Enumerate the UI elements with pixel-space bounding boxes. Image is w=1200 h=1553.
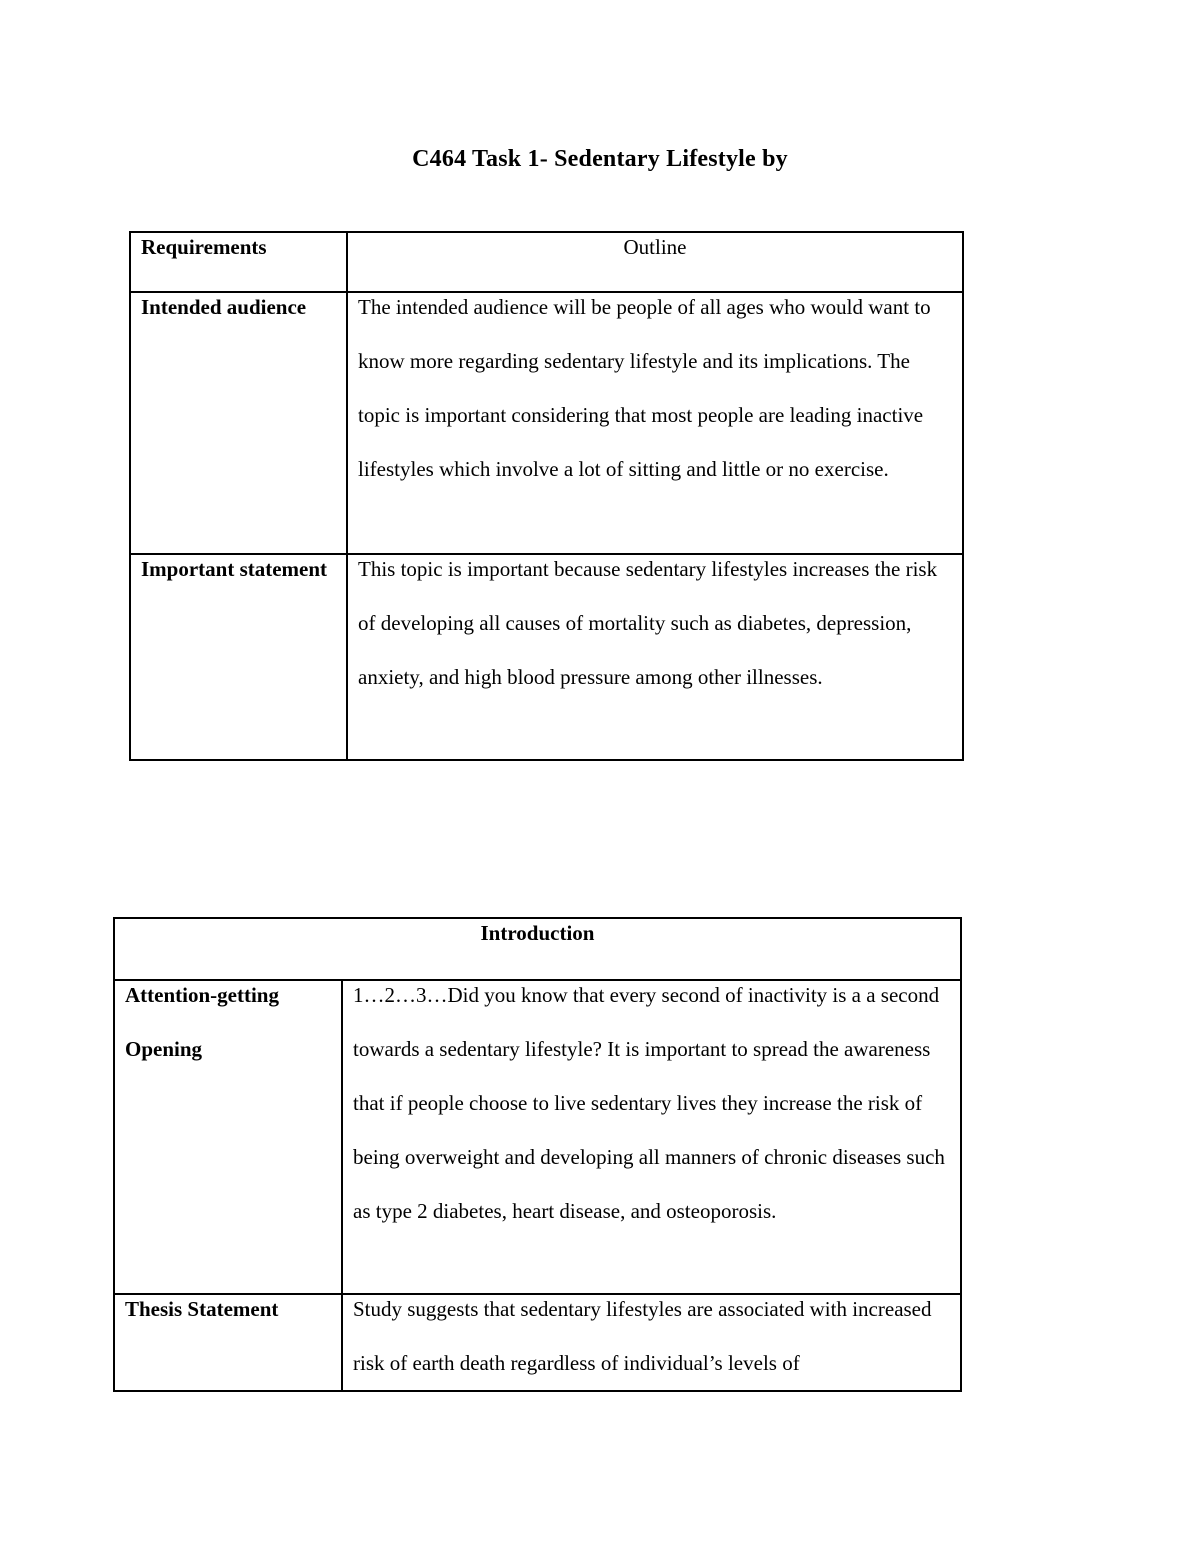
header-outline: Outline bbox=[347, 232, 963, 292]
introduction-table bbox=[113, 917, 962, 1392]
row-text-important-statement: This topic is important because sedentary lifestyles increases the risk of developing all causes of mortality such as diabetes, depression, anxiety, and high blood pressure among other illnesses. bbox=[347, 554, 963, 760]
table-row bbox=[130, 554, 963, 760]
row-label-intended-audience: Intended audience bbox=[130, 292, 347, 554]
header-introduction: Introduction bbox=[114, 918, 961, 980]
table-row bbox=[114, 980, 961, 1294]
row-text-thesis-statement: Study suggests that sedentary lifestyles are associated with increased risk of earth death regardless of individual’s levels of bbox=[342, 1294, 961, 1391]
row-text-attention-getting-opening: 1…2…3…Did you know that every second of inactivity is a a second towards a sedentary lifestyle? It is important to spread the awareness that if people choose to live sedentary lives they increase the risk of being overweight and developing all manners of chronic diseases such as type 2 diabetes, heart disease, and osteoporosis. bbox=[342, 980, 961, 1294]
requirements-table bbox=[129, 231, 964, 761]
document-title: C464 Task 1- Sedentary Lifestyle by bbox=[412, 146, 788, 172]
row-text-intended-audience: The intended audience will be people of all ages who would want to know more regarding sedentary lifestyle and its implications. The topic is important considering that most people are leading inactive lifestyles which involve a lot of sitting and little or no exercise. bbox=[347, 292, 963, 554]
row-label-thesis-statement: Thesis Statement bbox=[114, 1294, 342, 1391]
table-row bbox=[114, 1294, 961, 1391]
table-row bbox=[130, 292, 963, 554]
row-label-attention-getting-opening: Attention-getting Opening bbox=[114, 980, 342, 1294]
row-label-important-statement: Important statement bbox=[130, 554, 347, 760]
header-requirements: Requirements bbox=[130, 232, 347, 292]
